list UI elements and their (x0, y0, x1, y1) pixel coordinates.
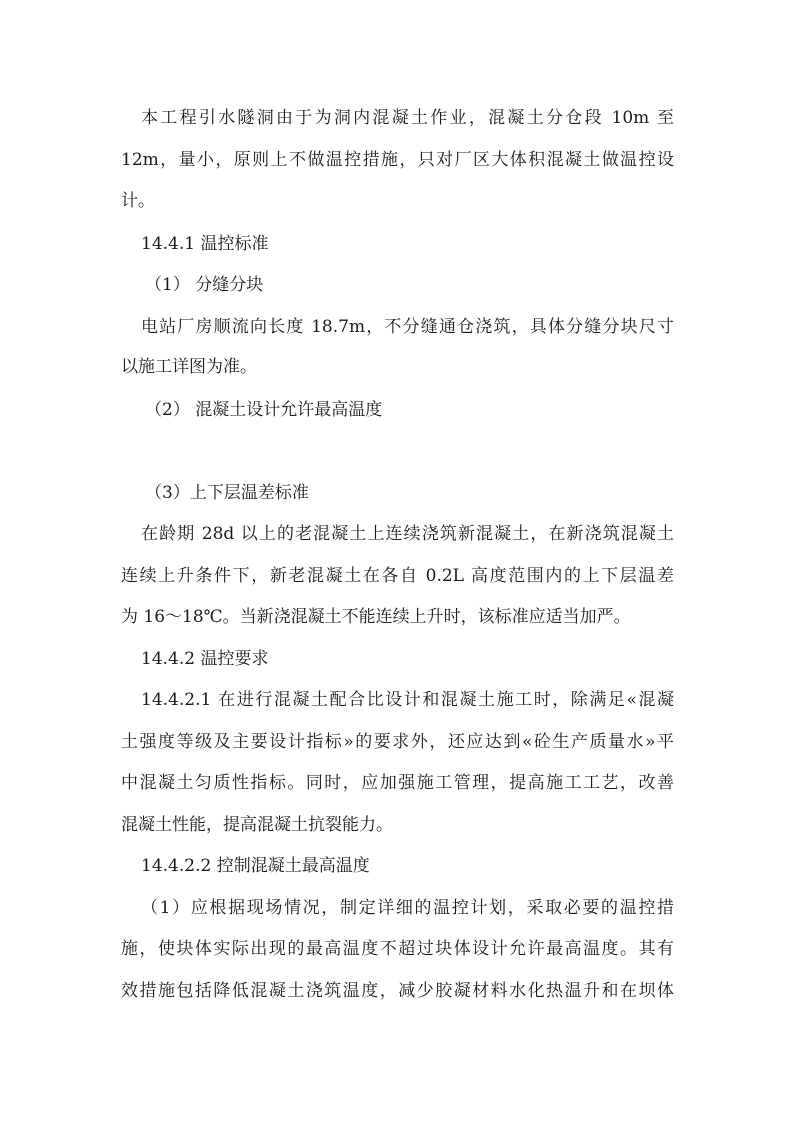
paragraph-line: 土强度等级及主要设计指标»的要求外，还应达到«砼生产质量水»平 (121, 732, 674, 752)
paragraph-line: 为 16～18℃。当新浇混凝土不能连续上升时，该标准应适当加严。 (121, 607, 631, 627)
paragraph-line: 以施工详图为准。 (121, 357, 257, 377)
paragraph-line: 在龄期 28d 以上的老混凝土上连续浇筑新混凝土，在新浇筑混凝土 (141, 524, 674, 544)
paragraph-line: 中混凝土匀质性指标。同时，应加强施工管理，提高施工工艺，改善 (121, 773, 674, 793)
paragraph-line: （1）应根据现场情况，制定详细的温控计划，采取必要的温控措 (141, 898, 674, 918)
paragraph-line: 14.4.2.1 在进行混凝土配合比设计和混凝土施工时，除满足«混凝 (141, 690, 674, 710)
paragraph-line: 电站厂房顺流向长度 18.7m，不分缝通仓浇筑，具体分缝分块尺寸 (141, 317, 674, 337)
section-heading-14-4-2: 14.4.2 温控要求 (141, 649, 269, 669)
paragraph-line: 本工程引水隧洞由于为洞内混凝土作业，混凝土分仓段 10m 至 (141, 108, 674, 128)
paragraph-line: 效措施包括降低混凝土浇筑温度，减少胶凝材料水化热温升和在坝体 (121, 981, 674, 1001)
paragraph-line: 连续上升条件下，新老混凝土在各自 0.2L 高度范围内的上下层温差 (121, 566, 674, 586)
paragraph-line: 计。 (121, 191, 155, 211)
paragraph-line: 混凝土性能，提高混凝土抗裂能力。 (121, 815, 393, 835)
paragraph-line: 施，使块体实际出现的最高温度不超过块体设计允许最高温度。其有 (121, 939, 674, 959)
paragraph-line: 12m，量小，原则上不做温控措施，只对厂区大体积混凝土做温控设 (121, 150, 674, 170)
list-item-1: （1） 分缝分块 (145, 275, 264, 295)
section-heading-14-4-1: 14.4.1 温控标准 (141, 234, 269, 254)
list-item-2: （2） 混凝土设计允许最高温度 (145, 400, 383, 420)
section-heading-14-4-2-2: 14.4.2.2 控制混凝土最高温度 (141, 856, 370, 876)
list-item-3: （3）上下层温差标准 (145, 483, 309, 503)
